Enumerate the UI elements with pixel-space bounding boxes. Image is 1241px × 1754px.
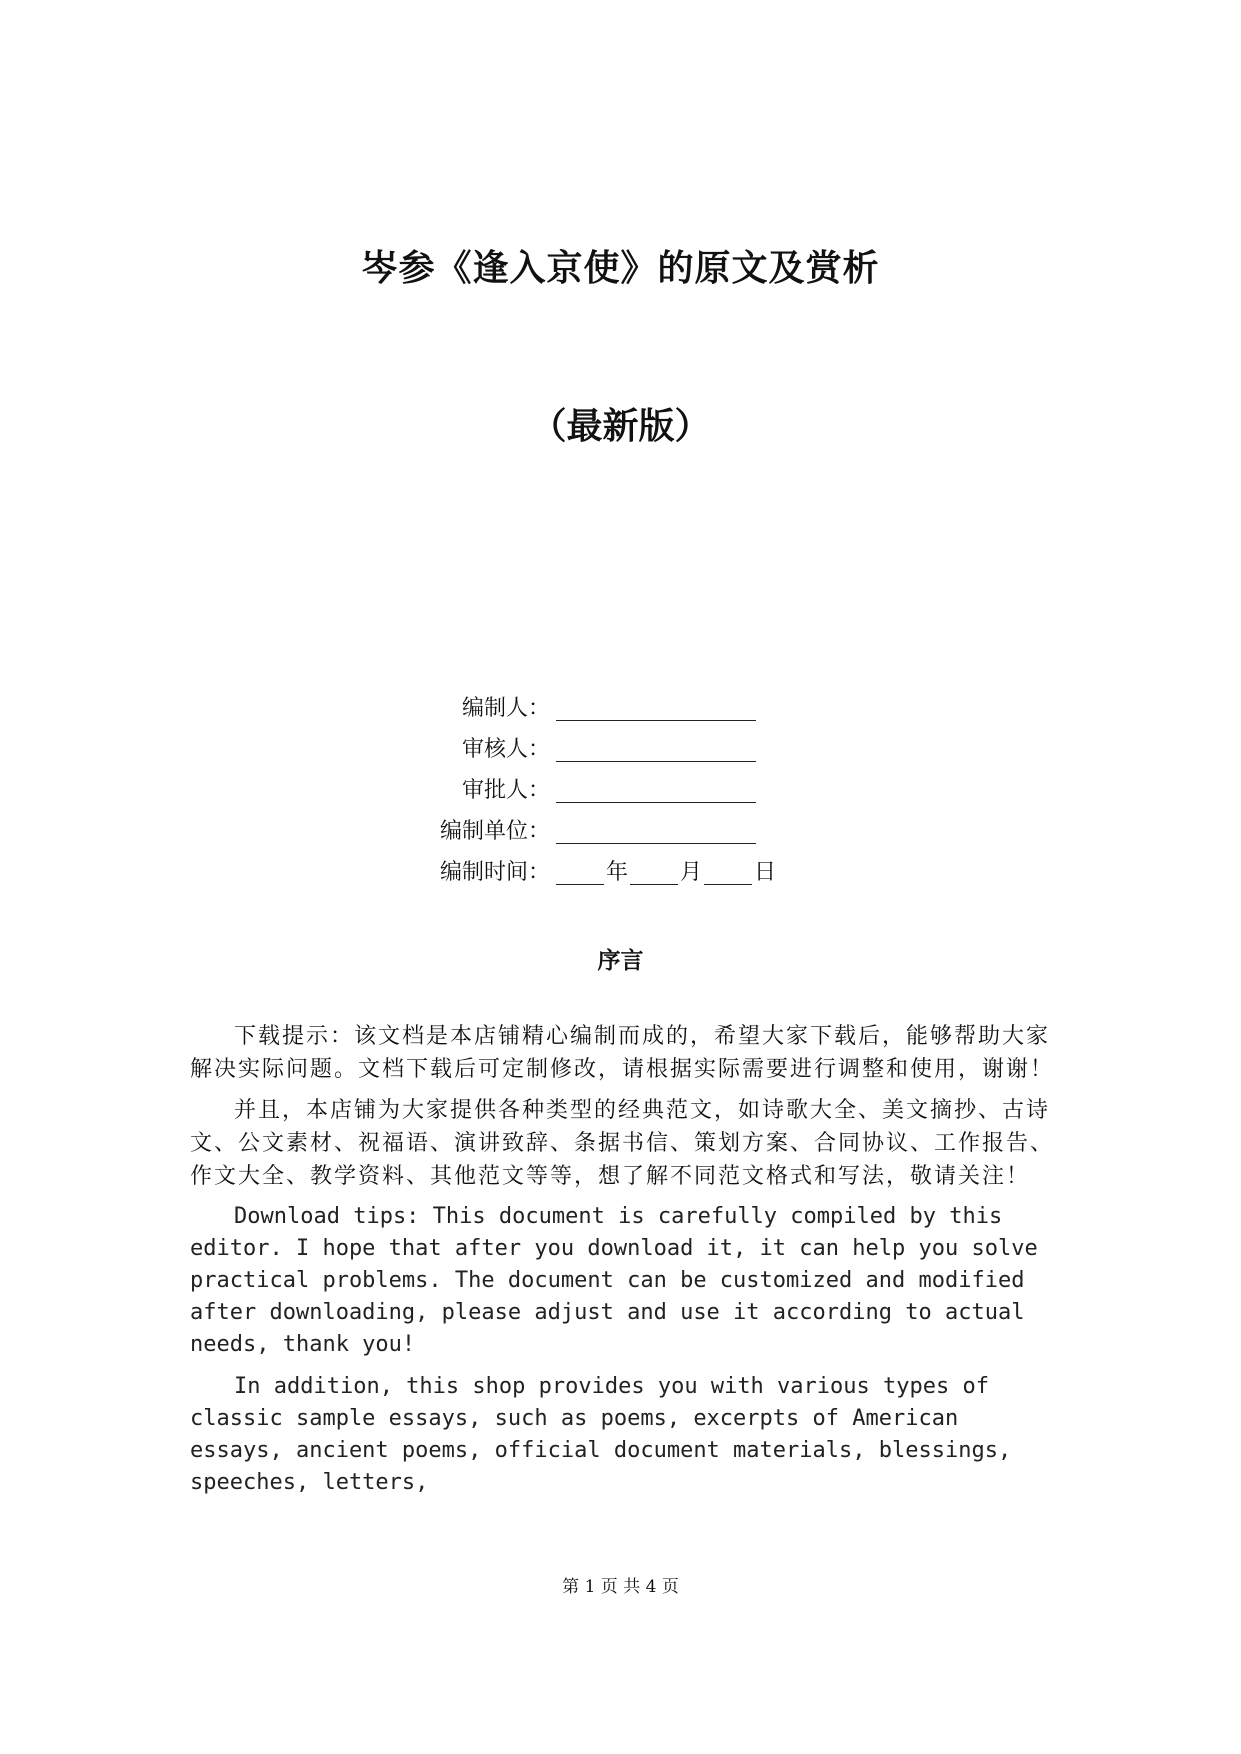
sig-blank	[556, 780, 756, 803]
sig-label: 审批人：	[461, 778, 550, 803]
date-blank-month	[630, 862, 678, 885]
sig-label: 编制人：	[461, 696, 550, 721]
sig-row-compiler	[430, 688, 830, 729]
preface-heading: 序言	[597, 947, 644, 974]
preface-paragraph-zh: 下载提示：该文档是本店铺精心编制而成的，希望大家下载后，能够帮助大家解决实际问题。文档下载后可定制修改，请根据实际需要进行调整和使用，谢谢！	[190, 1024, 1055, 1082]
signature-block	[430, 688, 830, 893]
sig-label: 审核人：	[461, 737, 550, 762]
preface-paragraph-en: Download tips: This document is carefully compiled by this editor. I hope that after you download it, it can help you solve practical problems. The document can be customized and modified after downloading, please adjust and use it according to actual needs, thank you!	[190, 1204, 1038, 1357]
sig-row-approver	[430, 770, 830, 811]
date-label: 编制时间：	[439, 860, 550, 885]
day-label: 日	[754, 860, 777, 885]
month-label: 月	[680, 860, 703, 885]
sig-row-unit	[430, 811, 830, 852]
sig-blank	[556, 739, 756, 762]
sig-row-date	[430, 852, 830, 893]
date-blank-day	[704, 862, 752, 885]
sig-label: 编制单位：	[439, 819, 550, 844]
preface-paragraph-en: In addition, this shop provides you with various types of classic sample essays, such as poems, excerpts of American essays, ancient poems, official document materials, blessings, speeches, letters,	[190, 1374, 1012, 1495]
preface-paragraph-zh: 并且，本店铺为大家提供各种类型的经典范文，如诗歌大全、美文摘抄、古诗文、公文素材、祝福语、演讲致辞、条据书信、策划方案、合同协议、工作报告、作文大全、教学资料、其他范文等等，想了解不同范文格式和写法，敬请关注！	[190, 1098, 1055, 1189]
preface-body	[190, 1020, 1060, 1509]
date-blank-year	[556, 862, 604, 885]
sig-blank	[556, 698, 756, 721]
sig-blank	[556, 821, 756, 844]
sig-row-reviewer	[430, 729, 830, 770]
page-footer: 第 1 页 共 4 页	[562, 1577, 679, 1597]
document-title: 岑参《逢入京使》的原文及赏析	[361, 247, 880, 289]
year-label: 年	[606, 860, 629, 885]
edition-label: （最新版）	[530, 405, 711, 447]
